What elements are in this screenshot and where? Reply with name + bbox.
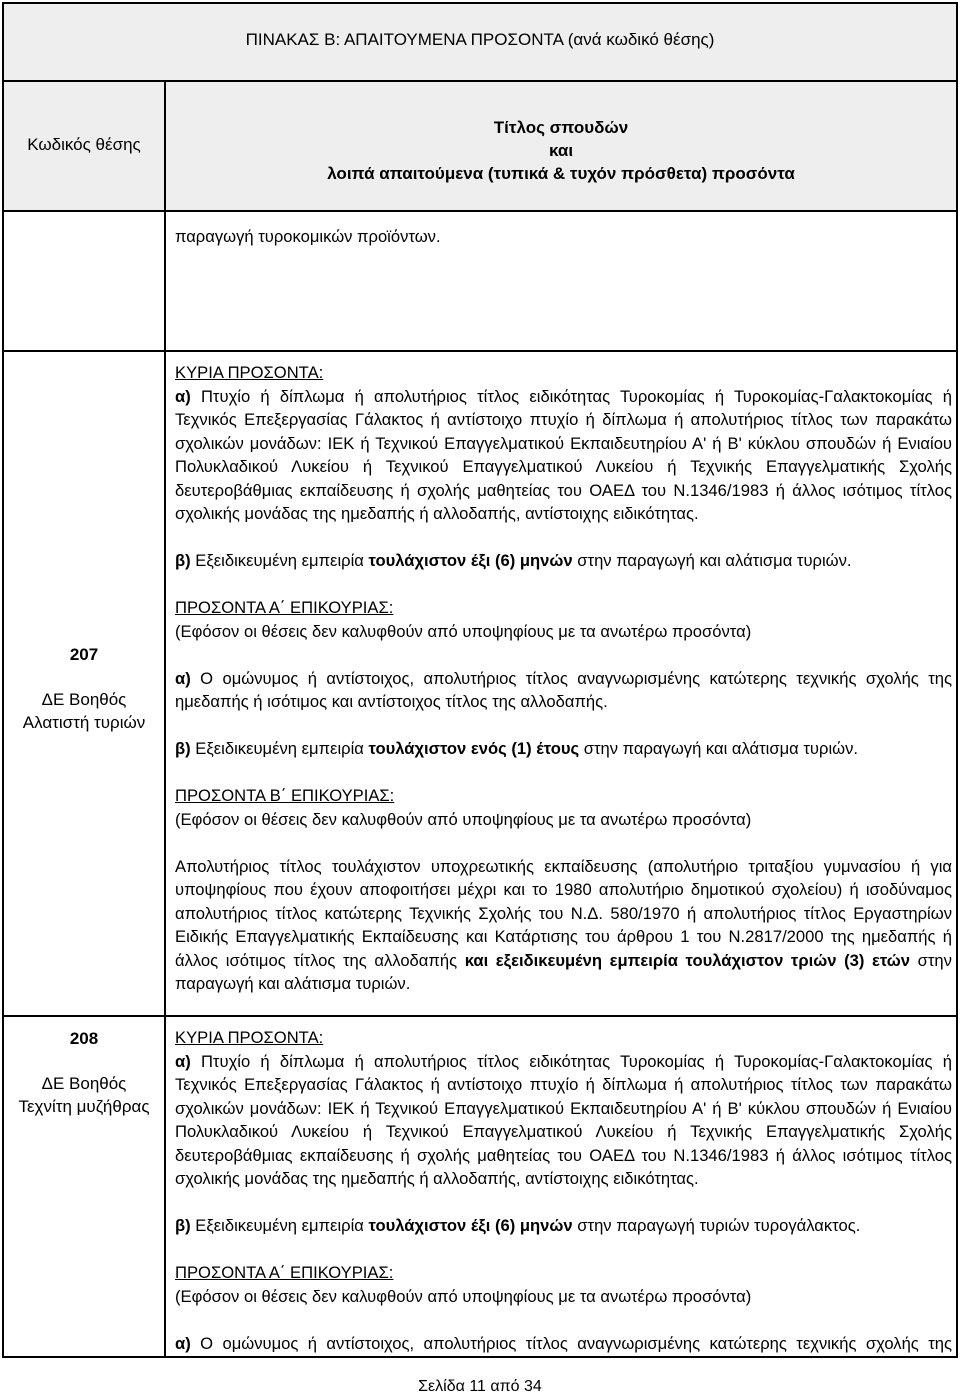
qualifications-207 (175, 361, 952, 996)
requirement-line: Απολυτήριος τίτλος τουλάχιστον υποχρεωτικής εκπαίδευσης (απολυτήριο τριταξίου γυμνασίου ή για (175, 856, 952, 876)
header-title-column (166, 116, 956, 185)
position-role: ΔΕ Βοηθός (41, 1074, 127, 1093)
requirement-line: α) Πτυχίο ή δίπλωμα ή απολυτήριος τίτλος ειδικότητας Τυροκομίας ή Τυροκομίας-Γαλακτοκομίας ή (175, 386, 952, 406)
table-rule (2, 350, 958, 352)
requirement-line: α) Πτυχίο ή δίπλωμα ή απολυτήριος τίτλος ειδικότητας Τυροκομίας ή Τυροκομίας-Γαλακτοκομίας ή (175, 1051, 952, 1071)
page-number: Σελίδα 11 από 34 (418, 1378, 542, 1395)
table-border-bottom (2, 1356, 958, 1358)
position-role: Αλατιστή τυριών (22, 713, 146, 732)
header-title-line: Τίτλος σπουδών (493, 118, 629, 137)
position-code: 208 (69, 1029, 99, 1048)
table-border-top (2, 2, 958, 4)
requirement-line: άλλος ισότιμος τίτλος της αλλοδαπής και εξειδικευμένη εμπειρία τουλάχιστον τριών (3) ετών στην (175, 950, 952, 970)
aux-a-heading: ΠΡΟΣΟΝΤΑ Α΄ ΕΠΙΚΟΥΡΙΑΣ: (175, 1263, 394, 1282)
header-code-column: Κωδικός θέσης (27, 135, 141, 154)
main-qualifications-heading: ΚΥΡΙΑ ΠΡΟΣΟΝΤΑ: (175, 363, 324, 382)
requirement-line: σχολικών μονάδων: ΙΕΚ ή Τεχνικού Επαγγελματικού Εκπαιδευτηρίου Α' ή Β' κύκλου σπουδών ή Ενιαίου (175, 433, 952, 453)
aux-b-heading: ΠΡΟΣΟΝΤΑ Β΄ ΕΠΙΚΟΥΡΙΑΣ: (175, 786, 395, 805)
requirement-line: απολυτήριος τίτλος κατώτερης Τεχνικής Σχολής του Ν.Δ. 580/1970 ή απολυτήριος τίτλος Εργαστηρίων (175, 903, 952, 923)
continuation-text: παραγωγή τυροκομικών προϊόντων. (175, 227, 441, 246)
experience-requirement: β) Εξειδικευμένη εμπειρία τουλάχιστον έξι (6) μηνών στην παραγωγή και αλάτισμα τυριών. (175, 551, 852, 570)
requirement-line: δευτεροβάθμιας εκπαίδευσης ή σχολής μαθητείας του ΟΑΕΔ του Ν.1346/1983 ή άλλος ισότιμος τίτλος (175, 1145, 952, 1165)
table-rule (2, 80, 958, 82)
requirement-line: σχολικής μονάδας της ημεδαπής ή αλλοδαπής, αντίστοιχης ειδικότητας. (175, 1169, 699, 1188)
position-code: 207 (69, 645, 99, 664)
table-border-right (956, 2, 958, 1358)
header-title-line: και (548, 141, 574, 160)
table-rule (2, 1015, 958, 1017)
requirement-line: υποψηφίους που έχουν αποφοιτήσει μέχρι και το 1980 απολυτήριο δημοτικού σχολείου) ή ισοδύναμος (175, 880, 952, 899)
table-title: ΠΙΝΑΚΑΣ Β: ΑΠΑΙΤΟΥΜΕΝΑ ΠΡΟΣΟΝΤΑ (ανά κωδικό θέσης) (245, 30, 715, 49)
requirement-line: Πολυκλαδικού Λυκείου ή Τεχνικού Επαγγελματικού Λυκείου ή Τεχνικής Επαγγελματικής Σχολής (175, 457, 952, 476)
aux-a-note: (Εφόσον οι θέσεις δεν καλυφθούν από υποψηφίους με τα ανωτέρω προσόντα) (175, 621, 752, 641)
column-divider (164, 80, 166, 1358)
requirement-line: παραγωγή και αλάτισμα τυριών. (175, 974, 411, 993)
aux-a-note: (Εφόσον οι θέσεις δεν καλυφθούν από υποψηφίους με τα ανωτέρω προσόντα) (175, 1286, 752, 1306)
position-code-207 (4, 643, 164, 734)
aux-b-note: (Εφόσον οι θέσεις δεν καλυφθούν από υποψηφίους με τα ανωτέρω προσόντα) (175, 809, 752, 829)
header-title-line: λοιπά απαιτούμενα (τυπικά & τυχόν πρόσθετα) προσόντα (327, 164, 795, 183)
requirement-line: σχολικής μονάδας της ημεδαπής ή αλλοδαπής, αντίστοιχης ειδικότητας. (175, 504, 699, 523)
position-role: ΔΕ Βοηθός (41, 690, 127, 709)
aux-a-heading: ΠΡΟΣΟΝΤΑ Α΄ ΕΠΙΚΟΥΡΙΑΣ: (175, 598, 394, 617)
requirement-line: ημεδαπής ή ισότιμος και αντίστοιχος τίτλος της αλλοδαπής. (175, 692, 608, 711)
position-code-208 (4, 1027, 164, 1118)
requirement-line: Πολυκλαδικού Λυκείου ή Τεχνικού Επαγγελματικού Λυκείου ή Τεχνικής Επαγγελματικής Σχολής (175, 1122, 952, 1141)
experience-requirement: β) Εξειδικευμένη εμπειρία τουλάχιστον ενός (1) έτους στην παραγωγή και αλάτισμα τυριών. (175, 739, 858, 758)
requirement-line: Τεχνικός Επεξεργασίας Γάλακτος ή αντίστοιχο πτυχίο ή δίπλωμα ή απολυτήριος τίτλος των παρακάτω (175, 1075, 952, 1094)
qualifications-208 (175, 1026, 952, 1355)
requirement-line: δευτεροβάθμιας εκπαίδευσης ή σχολής μαθητείας του ΟΑΕΔ του Ν.1346/1983 ή άλλος ισότιμος τίτλος (175, 480, 952, 500)
main-qualifications-heading: ΚΥΡΙΑ ΠΡΟΣΟΝΤΑ: (175, 1028, 324, 1047)
requirement-line: Ειδικής Επαγγελματικής Εκπαίδευσης και Κατάρτισης του άρθρου 1 του Ν.2817/2000 της ημεδαπής ή (175, 927, 952, 946)
requirement-line: α) Ο ομώνυμος ή αντίστοιχος, απολυτήριος τίτλος αναγνωρισμένης κατώτερης τεχνικής σχολής της (175, 668, 952, 688)
experience-requirement: β) Εξειδικευμένη εμπειρία τουλάχιστον έξι (6) μηνών στην παραγωγή τυριών τυρογάλακτος. (175, 1216, 861, 1235)
requirement-line: α) Ο ομώνυμος ή αντίστοιχος, απολυτήριος τίτλος αναγνωρισμένης κατώτερης τεχνικής σχολής της (175, 1333, 952, 1353)
requirement-line: σχολικών μονάδων: ΙΕΚ ή Τεχνικού Επαγγελματικού Εκπαιδευτηρίου Α' ή Β' κύκλου σπουδών ή Ενιαίου (175, 1098, 952, 1118)
position-role: Τεχνίτη μυζήθρας (18, 1097, 150, 1116)
table-rule (2, 210, 958, 212)
requirement-line: Τεχνικός Επεξεργασίας Γάλακτος ή αντίστοιχο πτυχίο ή δίπλωμα ή απολυτήριος τίτλος των παρακάτω (175, 410, 952, 429)
